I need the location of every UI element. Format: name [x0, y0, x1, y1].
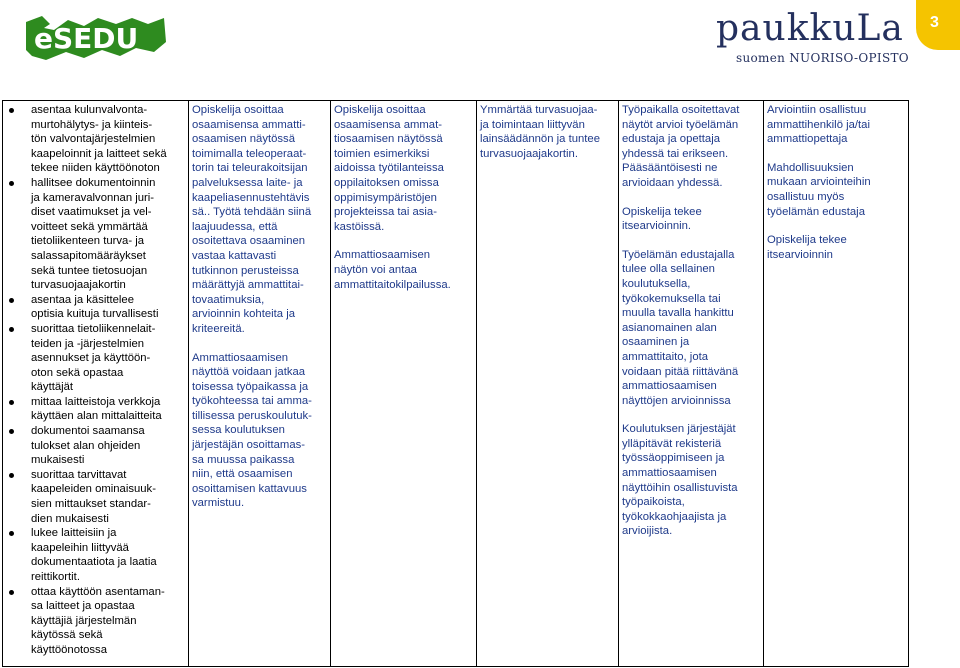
col-skills — [3, 101, 189, 667]
paragraph: Työpaikalla osoitettavat näytöt arvioi työelämän edustaja ja opettaja yhdessä tai erikseen. Pääsääntöisesti ne arvioidaan yhdessä. — [622, 104, 740, 189]
paragraph: Ammattiosaamisen näytön voi antaa ammattitaitokilpailussa. — [334, 249, 451, 291]
esedu-logo — [24, 12, 167, 64]
list-item: asentaa ja käsittelee optisia kuituja turvallisesti — [6, 293, 185, 322]
table-row — [3, 101, 909, 667]
paukkula-logo-tagline: suomen NUORISO-OPISTO — [736, 51, 909, 65]
assessment-table — [2, 100, 909, 667]
col-assessment-participants — [764, 101, 909, 667]
list-item: mittaa laitteistoja verkkoja käyttäen alan mittalaitteita — [6, 395, 185, 424]
page-number-badge — [916, 0, 960, 50]
paragraph: Työelämän edustajalla tulee olla sellainen koulutuksella, työkokemuksella tai muulla tavalla hankittu asianomainen alan osaaminen ja ammattitaito, jota voidaan pitää riittävänä ammattiosaamisen näyttöjen arvioinnissa — [622, 248, 739, 407]
esedu-logo-text: eSEDU — [34, 22, 139, 55]
list-item: suorittaa tarvittavat kaapeleiden ominaisuuk- sien mittaukset standar- dien mukaisesti — [6, 468, 185, 526]
skills-list — [6, 103, 185, 658]
paukkula-logo-word: paukkuLa — [716, 8, 904, 49]
paragraph: Opiskelija tekee itsearvioinnin. — [622, 205, 702, 233]
col-demonstration-workplace — [189, 101, 331, 667]
paragraph: Ymmärtää turvasuojaa- ja toimintaan liittyvän lainsäädännön ja tuntee turvasuojaajakortin. — [480, 104, 600, 160]
list-item: asentaa kulunvalvonta- murtohälytys- ja kiinteis- tön valvontajärjestelmien kaapeloinnit ja laitteet sekä tekee niiden käyttöönoton — [6, 103, 185, 176]
esedu-logo-mark — [24, 12, 167, 64]
list-item: dokumentoi saamansa tulokset alan ohjeiden mukaisesti — [6, 424, 185, 468]
page-number: 3 — [930, 14, 939, 31]
paragraph: Opiskelija osoittaa osaamisensa ammatti- osaamisen näytössä toimimalla teleoperaat- torin tai teleurakoitsijan palveluksessa laite- ja kaapeliasennustehtävis sä.. Työtä tehdään siinä laajuudessa, että osoitettava osaaminen vastaa kattavasti tutkinnon perusteissa määrättyjä ammattitai- tovaatimuksia, arvioinnin kohteita ja kriteereitä. — [192, 104, 312, 335]
paukkula-logo — [716, 8, 909, 66]
paragraph: Opiskelija tekee itsearvioinnin — [767, 234, 847, 261]
paragraph: Ammattiosaamisen näyttöä voidaan jatkaa toisessa työpaikassa ja työkohteessa tai amma- tillisessa peruskoulutuk- sessa koulutuksen järjestäjän osoittamas- sa muussa paikassa niin, että osaamisen osoittamisen kattavuus varmistuu. — [192, 351, 312, 510]
list-item: lukee laitteisiin ja kaapeleihin liittyvää dokumentaatiota ja laatia reittikortit. — [6, 526, 185, 584]
paragraph: Koulutuksen järjestäjät ylläpitävät rekisteriä työssäoppimiseen ja ammattiosaamisen näyttöihin osallistuvista työpaikoista, työkokkaohjaajista ja arvioijista. — [622, 423, 738, 538]
col-assessors — [619, 101, 764, 667]
paragraph: Mahdollisuuksien mukaan arviointeihin osallistuu myös työelämän edustaja — [767, 161, 871, 218]
col-demonstration-school — [331, 101, 477, 667]
list-item: ottaa käyttöön asentaman- sa laitteet ja opastaa käyttäjiä järjestelmän käytössä sekä käyttöönotossa — [6, 585, 185, 658]
list-item: suorittaa tietoliikennelait- teiden ja -järjestelmien asennukset ja käyttöön- oton sekä opastaa käyttäjät — [6, 322, 185, 395]
col-knowledge — [477, 101, 619, 667]
paragraph: Opiskelija osoittaa osaamisensa ammat- tiosaamisen näytössä toimien esimerkiksi aidoissa työtilanteissa oppilaitoksen omissa oppimisympäristöjen projekteissa tai asia- kastöissä. — [334, 104, 444, 233]
list-item: hallitsee dokumentoinnin ja kameravalvonnan juri- diset vaatimukset ja vel- voitteet sekä ymmärtää tietoliikenteen turva- ja salassapitomääräykset sekä tuntee tietosuojan turvasuojaajakortin — [6, 176, 185, 293]
paragraph: Arviointiin osallistuu ammattihenkilö ja/tai ammattiopettaja — [767, 104, 870, 146]
